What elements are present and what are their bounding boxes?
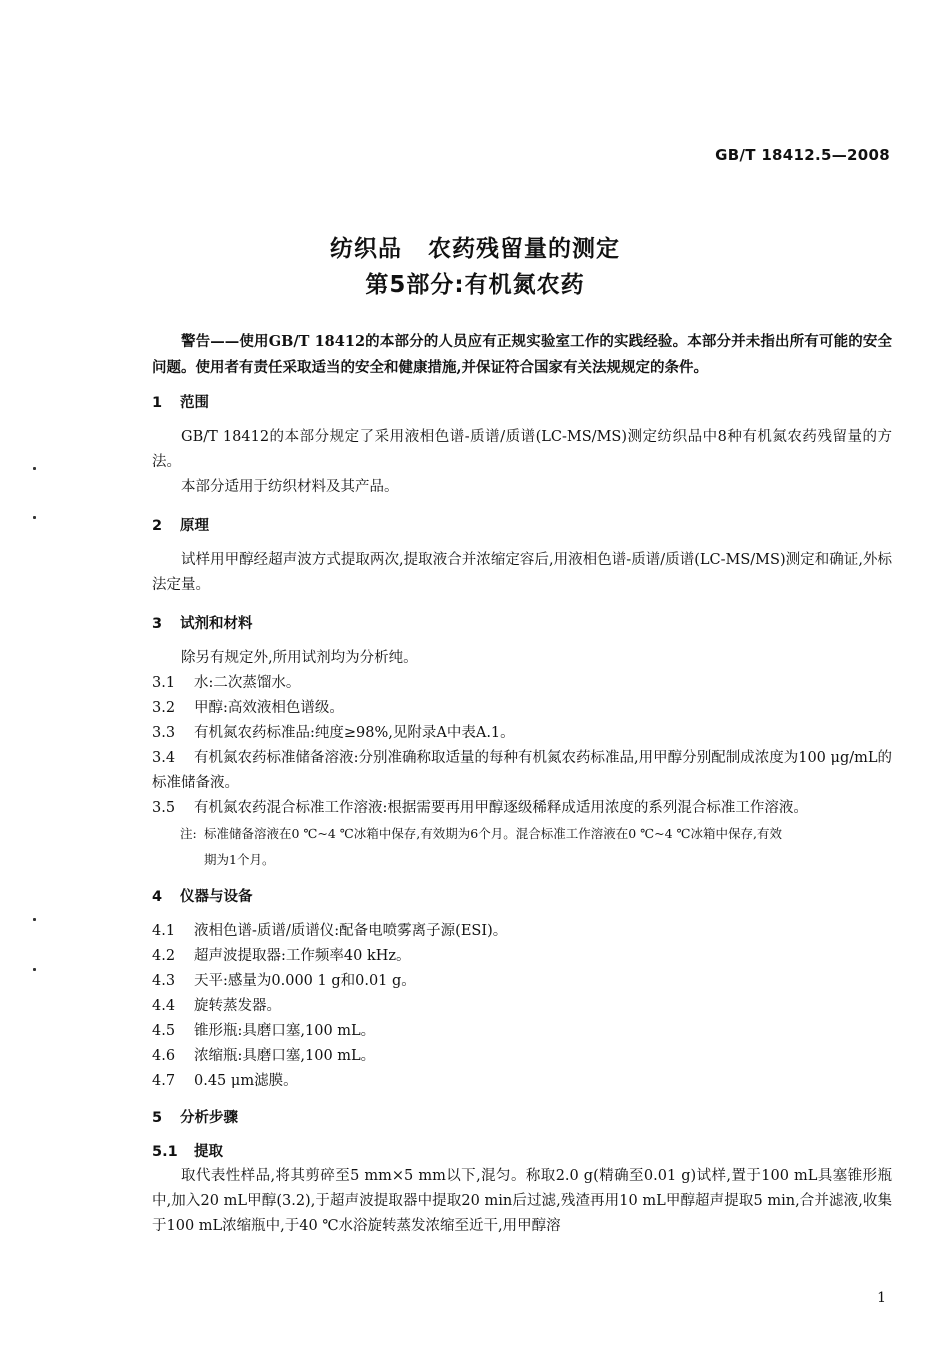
section-heading-1: 1 范围 — [152, 395, 209, 411]
list-item-4-7: 4.7 0.45 μm滤膜。 — [152, 1073, 298, 1089]
list-item-4-4: 4.4 旋转蒸发器。 — [152, 998, 281, 1014]
section-heading-4: 4 仪器与设备 — [152, 889, 253, 905]
section-2-paragraph-1: 试样用甲醇经超声波方式提取两次,提取液合并浓缩定容后,用液相色谱-质谱/质谱(LC-MS/MS)测定和确证,外标法定量。 — [152, 552, 892, 593]
scan-dot — [33, 918, 36, 921]
section-heading-3: 3 试剂和材料 — [152, 616, 253, 632]
list-item-3-4: 3.4 有机氮农药标准储备溶液:分别准确称取适量的每种有机氮农药标准品,用甲醇分别配制成浓度为100 μg/mL的标准储备液。 — [152, 750, 892, 791]
subsection-heading-5-1: 5.1 提取 — [152, 1144, 223, 1160]
section-3-paragraph-1: 除另有规定外,所用试剂均为分析纯。 — [181, 650, 418, 666]
document-body — [152, 329, 892, 1239]
list-item-3-5: 3.5 有机氮农药混合标准工作溶液:根据需要再用甲醇逐级稀释成适用浓度的系列混合标准工作溶液。 — [152, 800, 808, 816]
document-title-line1 — [0, 230, 950, 263]
scan-dot — [33, 467, 36, 470]
title-part-a: 纺织品 — [330, 236, 402, 262]
note — [152, 821, 892, 873]
section-4-list — [152, 919, 892, 1094]
page-number: 1 — [877, 1290, 886, 1306]
section-5-1-paragraph: 取代表性样品,将其剪碎至5 mm×5 mm以下,混匀。称取2.0 g(精确至0.01 g)试样,置于100 mL具塞锥形瓶中,加入20 mL甲醇(3.2),于超声波提取器中提取20 min后过滤,残渣再用10 mL甲醇超声提取5 min,合并滤液,收集于100 mL浓缩瓶中,于40 ℃水浴旋转蒸发浓缩至近干,用甲醇溶 — [152, 1168, 892, 1234]
list-item-4-3: 4.3 天平:感量为0.000 1 g和0.01 g。 — [152, 973, 416, 989]
note-label: 注: — [180, 826, 197, 841]
note-line-1: 注: 标准储备溶液在0 ℃~4 ℃冰箱中保存,有效期为6个月。混合标准工作溶液在0 ℃~4 ℃冰箱中保存,有效 — [180, 821, 892, 847]
list-item-3-2: 3.2 甲醇:高效液相色谱级。 — [152, 700, 344, 716]
section-1-paragraph-1: GB/T 18412的本部分规定了采用液相色谱-质谱/质谱(LC-MS/MS)测定纺织品中8种有机氮农药残留量的方法。 — [152, 429, 892, 470]
list-item-4-1: 4.1 液相色谱-质谱/质谱仪:配备电喷雾离子源(ESI)。 — [152, 923, 508, 939]
standard-number: GB/T 18412.5—2008 — [715, 146, 890, 164]
section-1-paragraph-2: 本部分适用于纺织材料及其产品。 — [181, 479, 399, 495]
scan-dot — [33, 516, 36, 519]
title-part-b: 农药残留量的测定 — [428, 236, 620, 262]
list-item-4-2: 4.2 超声波提取器:工作频率40 kHz。 — [152, 948, 411, 964]
section-heading-5: 5 分析步骤 — [152, 1110, 238, 1126]
document-title-line2: 第5部分:有机氮农药 — [365, 272, 585, 298]
list-item-3-3: 3.3 有机氮农药标准品:纯度≥98%,见附录A中表A.1。 — [152, 725, 515, 741]
list-item-4-5: 4.5 锥形瓶:具磨口塞,100 mL。 — [152, 1023, 376, 1039]
list-item-3-1: 3.1 水:二次蒸馏水。 — [152, 675, 301, 691]
section-heading-2: 2 原理 — [152, 518, 209, 534]
list-item-4-6: 4.6 浓缩瓶:具磨口塞,100 mL。 — [152, 1048, 376, 1064]
warning-paragraph: 警告——使用GB/T 18412的本部分的人员应有正规实验室工作的实践经验。本部分并未指出所有可能的安全问题。使用者有责任采取适当的安全和健康措施,并保证符合国家有关法规规定的条件。 — [152, 333, 892, 376]
scan-dot — [33, 968, 36, 971]
note-line-2: 期为1个月。 — [204, 852, 275, 867]
